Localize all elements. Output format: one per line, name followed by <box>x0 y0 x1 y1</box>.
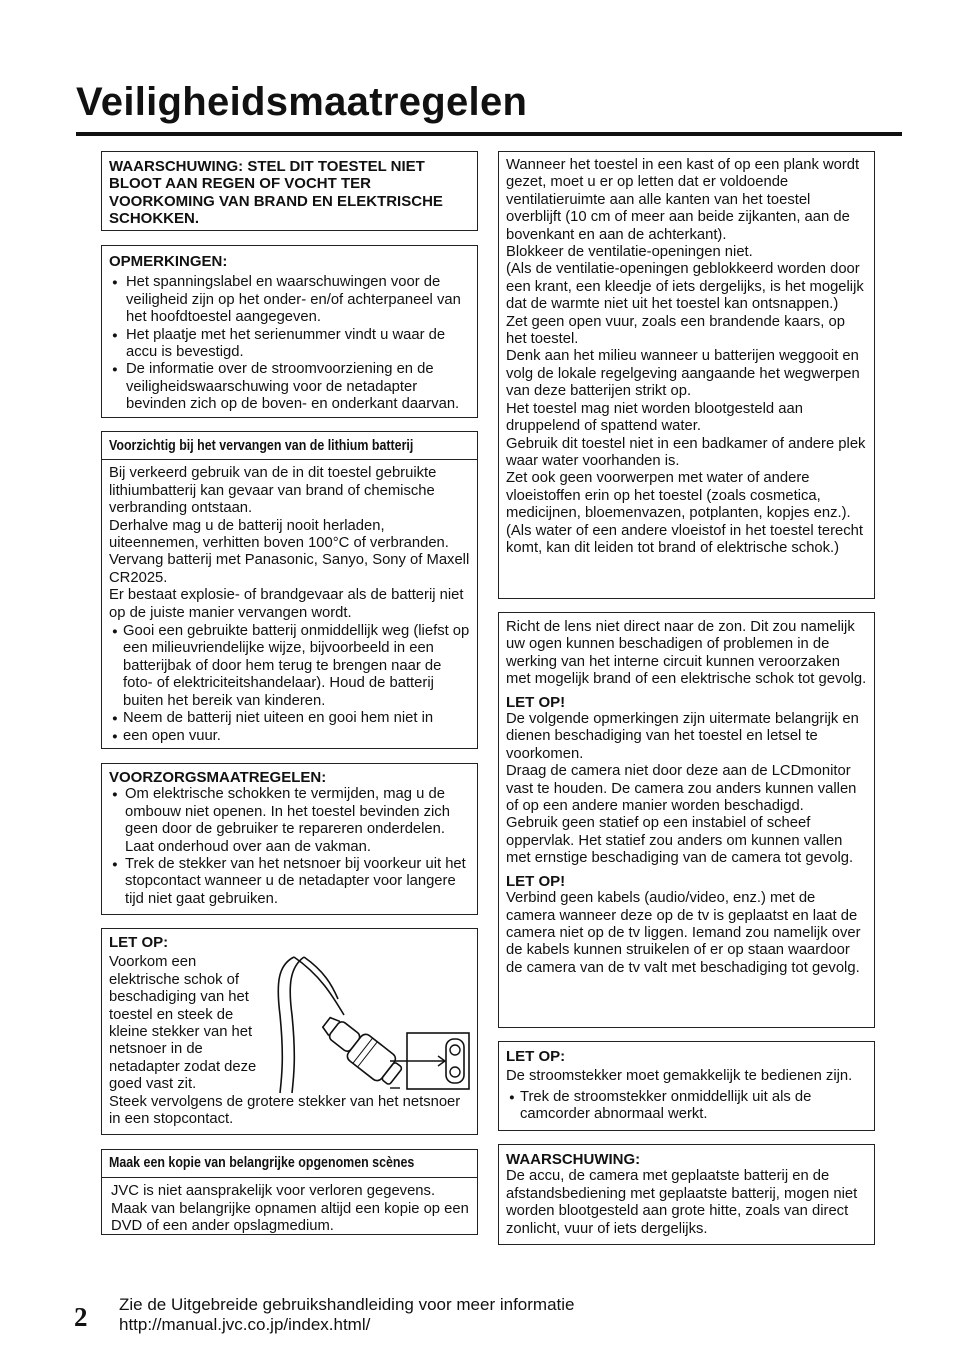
heat-heading: WAARSCHUWING: <box>506 1151 641 1168</box>
lithium-paragraph: Er bestaat explosie- of brandgevaar als de batterij niet op de juiste manier vervangen wordt. <box>109 587 464 621</box>
list-item: ● Om elektrische schokken te vermijden, mag u de ombouw niet openen. In het toestel bevinden zich geen door de gebruiker te repareren onderdelen. Laat onderhoud over aan de vakman. <box>109 786 470 856</box>
lithium-paragraph: Vervang batterij met Panasonic, Sanyo, Sony of Maxell CR2025. <box>109 552 470 586</box>
footer-text: Zie de Uitgebreide gebruikshandleiding voor meer informatie <box>119 1295 575 1314</box>
cord-bend-inner <box>304 957 338 999</box>
list-item: ● Het spanningslabel en waarschuwingen voor de veiligheid zijn op het onder- en/of achterpaneel van het hoofdtoestel aangegeven. <box>109 274 470 326</box>
list-item: ● De informatie over de stroomvoorziening en de veiligheidswaarschuwing voor de netadapter bevinden zich op de boven- en onderkant daarvan. <box>109 361 470 413</box>
footer-url: http://manual.jvc.co.jp/index.html/ <box>119 1315 371 1334</box>
copy-header <box>102 1150 477 1178</box>
ventilation-box <box>498 151 875 599</box>
lens-paragraph: Gebruik geen statief op een instabiel of scheef oppervlak. Het statief zou anders om kunnen vallen met ernstige beschadiging van de camera tot gevolg. <box>506 815 854 867</box>
list-item: ● een open vuur. <box>109 728 470 745</box>
ventilation-paragraph: Zet ook geen voorwerpen met water of andere vloeistoffen erin op het toestel (zoals cosmetica, medicijnen, bloemenvazen, potplanten, kopjes enz.). <box>506 470 851 522</box>
plug-connector-icon <box>317 1010 406 1089</box>
page-number: 2 <box>74 1302 88 1332</box>
list-item: ● Gooi een gebruikte batterij onmiddellijk weg (liefst op een milieuvriendelijke wijze, bijvoorbeeld in een batterijbak of door hem terug te brengen naar de foto- of elektriciteitshandelaar). Houd de batterij buiten het bereik van kinderen. <box>109 623 470 710</box>
copy-text: JVC is niet aansprakelijk voor verloren gegevens. Maak van belangrijke opnamen altijd een kopie op een DVD of een ander opslagmedium. <box>111 1183 469 1235</box>
lens-paragraph-2: Verbind geen kabels (audio/video, enz.) met de camera wanneer deze op de tv is geplaatst en laat de camera niet op de tv liggen. Iemand zou namelijk over de kabels kunnen struikelen of er op staan waardoor de camera van de tv valt met beschadiging tot gevolg. <box>506 890 861 976</box>
ventilation-paragraph: Wanneer het toestel in een kast of op een plank wordt gezet, moet u er op letten dat er voldoende ventilatieruimte aan alle kanten van het toestel overblijft (10 cm of meer aan beide zijkanten, aan de bovenkant en aan de achterkant). <box>506 157 860 243</box>
notes-box <box>101 245 478 418</box>
ventilation-paragraph: Blokkeer de ventilatie-openingen niet. <box>506 244 753 261</box>
ventilation-paragraph: (Als water of een andere vloeistof in het toestel terecht komt, kan dit leiden tot brand of elektrische schok.) <box>506 522 863 556</box>
mains-list <box>506 1089 867 1124</box>
power-plug-illustration <box>270 955 475 1095</box>
copy-heading: Maak een kopie van belangrijke opgenomen scènes <box>109 1155 415 1171</box>
precautions-list <box>109 786 470 908</box>
ventilation-paragraph: Zet geen open vuur, zoals een brandende kaars, op het toestel. <box>506 313 845 348</box>
lithium-list <box>109 623 470 745</box>
lens-box <box>498 612 875 1028</box>
plug-text: Voorkom een elektrische schok of beschadiging van het toestel en steek de kleine stekker van het netsnoer in de netadapter zodat deze goed vast zit. <box>109 954 257 1093</box>
heat-warning-box <box>498 1144 875 1245</box>
warning-text: WAARSCHUWING: STEL DIT TOESTEL NIET BLOOT AAN REGEN OF VOCHT TER VOORKOMING VAN BRAND EN ELEKTRISCHE SCHOKKEN. <box>109 158 443 227</box>
mains-box <box>498 1041 875 1131</box>
lens-intro: Richt de lens niet direct naar de zon. Dit zou namelijk uw ogen kunnen beschadigen of problemen in de werking van het interne circuit kunnen veroorzaken met mogelijk brand of een elektrische schok tot gevolg. <box>506 619 867 688</box>
lithium-box <box>101 431 478 749</box>
precautions-heading: VOORZORGSMAATREGELEN: <box>109 769 327 786</box>
list-item: ● Het plaatje met het serienummer vindt u waar de accu is bevestigd. <box>109 327 470 362</box>
cord-bend-outer <box>294 957 344 1015</box>
plug-text-wide: Steek vervolgens de grotere stekker van het netsnoer in een stopcontact. <box>109 1093 461 1128</box>
mains-text: De stroomstekker moet gemakkelijk te bedienen zijn. <box>506 1068 853 1085</box>
title-rule <box>76 132 902 136</box>
lens-heading-2: LET OP! <box>506 872 566 890</box>
page-title: Veiligheidsmaatregelen <box>76 80 528 124</box>
cord-line-inner <box>290 957 304 1093</box>
plug-box <box>101 928 478 1135</box>
mains-heading: LET OP: <box>506 1048 566 1065</box>
copy-box <box>101 1149 478 1235</box>
lithium-heading: Voorzichtig bij het vervangen van de lithium batterij <box>109 438 414 454</box>
lens-paragraph: De volgende opmerkingen zijn uitermate belangrijk en dienen beschadiging van het toestel en letsel te voorkomen. <box>506 711 859 762</box>
lens-heading-1: LET OP! <box>506 693 566 711</box>
lithium-paragraph: Derhalve mag u de batterij nooit herladen, uiteennemen, verhitten boven 100°C of verbranden. <box>109 517 449 552</box>
list-item: ● Neem de batterij niet uiteen en gooi hem niet in <box>109 710 470 727</box>
ventilation-paragraph: Gebruik dit toestel niet in een badkamer of andere plek waar water voorhanden is. <box>506 435 866 469</box>
ventilation-paragraph: (Als de ventilatie-openingen geblokkeerd worden door een krant, een kleedje of iets dergelijks, is het mogelijk dat de warmte niet uit het toestel kan ontsnappen.) <box>506 261 864 313</box>
lithium-header <box>102 432 477 460</box>
list-item: ● Trek de stekker van het netsnoer bij voorkeur uit het stopcontact wanneer u de netadapter voor langere tijd niet gaat gebruiken. <box>109 856 470 908</box>
lens-paragraph: Draag de camera niet door deze aan de LCDmonitor vast te houden. De camera zou anders kunnen vallen of op een andere manier worden beschadigd. <box>506 763 857 815</box>
ventilation-paragraph: Het toestel mag niet worden blootgesteld aan druppelend of spattend water. <box>506 400 803 435</box>
plug-heading: LET OP: <box>109 934 169 951</box>
list-item: ● Trek de stroomstekker onmiddellijk uit als de camcorder abnormaal werkt. <box>506 1089 867 1124</box>
precautions-box <box>101 763 478 915</box>
heat-text: De accu, de camera met geplaatste batterij en de afstandsbediening met geplaatste batterij, mogen niet worden blootgesteld aan grote hitte, zoals van direct zonlicht, vuur of iets dergelijks. <box>506 1168 858 1237</box>
lithium-paragraph: Bij verkeerd gebruik van de in dit toestel gebruikte lithiumbatterij kan gevaar van brand of chemische verbranding ontstaan. <box>109 465 437 517</box>
warning-box <box>101 151 478 231</box>
notes-list <box>109 274 470 413</box>
ventilation-paragraph: Denk aan het milieu wanneer u batterijen weggooit en volg de lokale regelgeving aangaande het wegwerpen van deze batterijen strikt op. <box>506 348 860 400</box>
notes-heading: OPMERKINGEN: <box>109 253 228 270</box>
